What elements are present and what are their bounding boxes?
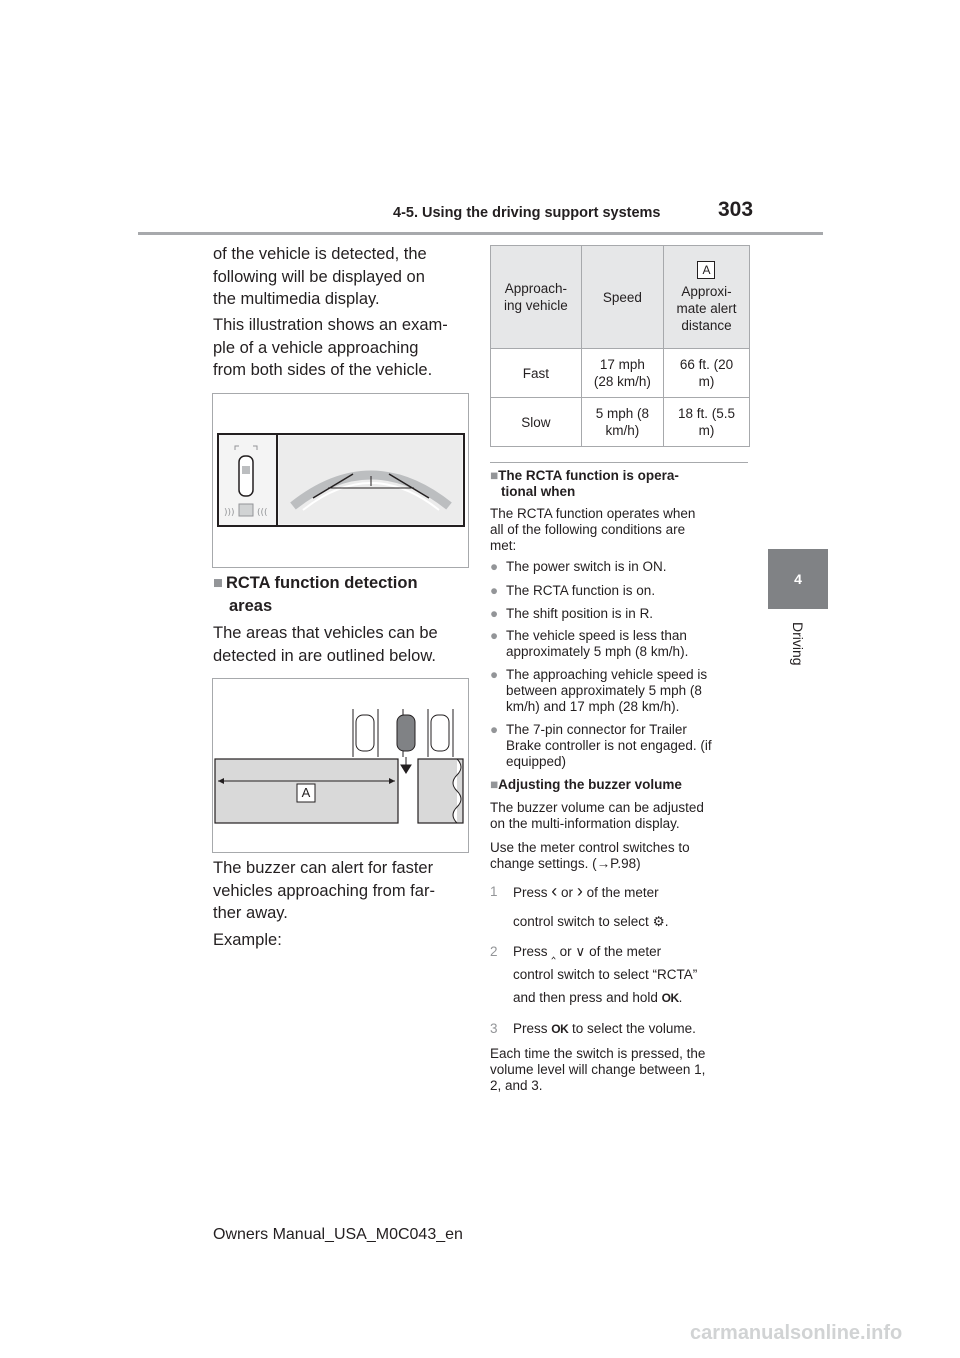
left-paragraph-3: [213, 622, 471, 667]
text-line: The buzzer can alert for faster: [213, 859, 434, 877]
tag-a: A: [697, 261, 715, 279]
header-rule: [138, 232, 823, 235]
heading-square-icon: ■: [213, 574, 223, 592]
text-line: the multimedia display.: [213, 290, 380, 308]
page-link[interactable]: P.98): [610, 856, 641, 871]
list-item: ● The power switch is in ON.: [490, 559, 667, 574]
multimedia-display-figure: [212, 393, 469, 568]
text-line: ple of a vehicle approaching: [213, 338, 419, 357]
list-item: ● The approaching vehicle speed is between approximately 5 mph (8 km/h) and 17 mph (28 km/h).: [490, 667, 708, 714]
arrow-right-icon: →: [596, 856, 611, 871]
chapter-number: 4: [794, 571, 802, 587]
text-line: following will be displayed on: [213, 267, 425, 286]
example-label: Example:: [213, 931, 282, 949]
reverse-arrow-icon: [401, 757, 411, 773]
watermark: carmanualsonline.info: [690, 1322, 903, 1344]
operational-intro: The RCTA function operates when all of the following conditions are met:: [490, 506, 696, 553]
text-line: This illustration shows an exam-: [213, 316, 448, 334]
cell-vehicle: Slow: [491, 398, 582, 447]
header-speed: Speed: [581, 246, 663, 349]
step-3: 3 Press OK to select the volume.: [490, 1021, 696, 1036]
chevron-left-icon: ‹: [551, 881, 558, 901]
chevron-right-icon: ›: [576, 881, 583, 901]
left-paragraph-4: [213, 857, 471, 925]
detection-area-figure: [212, 678, 469, 853]
cell-distance: 66 ft. (20 m): [663, 349, 749, 398]
chapter-label: Driving: [790, 622, 806, 666]
text-line: The areas that vehicles can be: [213, 624, 438, 642]
svg-text:))): ))): [224, 508, 235, 518]
cell-vehicle: Fast: [491, 349, 582, 398]
step-2: 2 Press ‸ or ∨ of the meter control switch to select “RCTA” and then press and hold OK.: [490, 944, 698, 1005]
list-item: ● The vehicle speed is less than approximately 5 mph (8 km/h).: [490, 628, 689, 659]
bullet-icon: ●: [490, 606, 499, 621]
left-paragraph-2: [213, 314, 471, 382]
section-title: 4-5. Using the driving support systems: [393, 205, 661, 221]
gear-icon: ⚙: [652, 914, 665, 929]
chevron-down-icon: ∨: [575, 944, 586, 959]
parked-car-icon: [431, 715, 449, 751]
heading-text: RCTA function detection: [225, 574, 418, 592]
header-distance: A Approxi- mate alert distance: [663, 246, 749, 349]
text-line: of the vehicle is detected, the: [213, 245, 427, 263]
header-approaching-vehicle: Approach- ing vehicle: [491, 246, 582, 349]
heading-text: areas: [229, 596, 273, 615]
list-item: ● The 7-pin connector for Trailer Brake controller is not engaged. (if equipped): [490, 722, 712, 769]
heading-square-icon: ■: [490, 468, 499, 483]
bullet-icon: ●: [490, 667, 499, 682]
cell-speed: 17 mph (28 km/h): [581, 349, 663, 398]
cell-distance: 18 ft. (5.5 m): [663, 398, 749, 447]
parked-car-icon: [356, 715, 374, 751]
buzzer-heading: ■Adjusting the buzzer volume: [490, 777, 682, 792]
heading-square-icon: ■: [490, 777, 499, 792]
list-item: ● The shift position is in R.: [490, 606, 654, 621]
area-label-a: A: [301, 785, 311, 800]
bullet-icon: ●: [490, 722, 499, 737]
page-number: 303: [718, 198, 754, 221]
svg-text:(((: (((: [257, 508, 268, 518]
detection-areas-heading: [213, 572, 471, 617]
table-row: [491, 349, 750, 398]
text-line: vehicles approaching from far-: [213, 881, 435, 900]
text-line: ther away.: [213, 904, 288, 922]
ok-button-icon: OK: [661, 991, 679, 1005]
section-divider: [490, 462, 748, 463]
bullet-icon: ●: [490, 628, 499, 643]
chevron-up-icon: ‸: [551, 944, 556, 959]
text-line: from both sides of the vehicle.: [213, 361, 433, 379]
alert-distance-table: [490, 245, 750, 447]
meter-paragraph: Use the meter control switches to change settings. (→P.98): [490, 840, 690, 871]
buzzer-paragraph: The buzzer volume can be adjusted on the multi-information display.: [490, 800, 704, 831]
table-header-row: [491, 246, 750, 349]
own-vehicle-icon: [397, 715, 415, 751]
footer-manual-id: Owners Manual_USA_M0C043_en: [213, 1226, 463, 1243]
bullet-icon: ●: [490, 583, 499, 598]
table-row: [491, 398, 750, 447]
rear-camera-display-illustration: [213, 394, 468, 567]
left-paragraph-1: [213, 243, 471, 311]
ok-button-icon: OK: [551, 1022, 569, 1036]
cell-speed: 5 mph (8 km/h): [581, 398, 663, 447]
text-line: detected in are outlined below.: [213, 646, 436, 665]
list-item: ● The RCTA function is on.: [490, 583, 656, 598]
operational-heading: ■The RCTA function is opera- tional when: [490, 468, 679, 499]
bullet-icon: ●: [490, 559, 499, 574]
parking-detection-diagram: [213, 679, 468, 852]
step-1: 1 Press ‹ or › of the meter control switch to select ⚙.: [490, 881, 669, 929]
final-paragraph: Each time the switch is pressed, the volume level will change between 1, 2, and 3.: [490, 1046, 706, 1093]
vehicle-top-view-icon: [239, 456, 253, 496]
chapter-tab[interactable]: [768, 549, 828, 609]
